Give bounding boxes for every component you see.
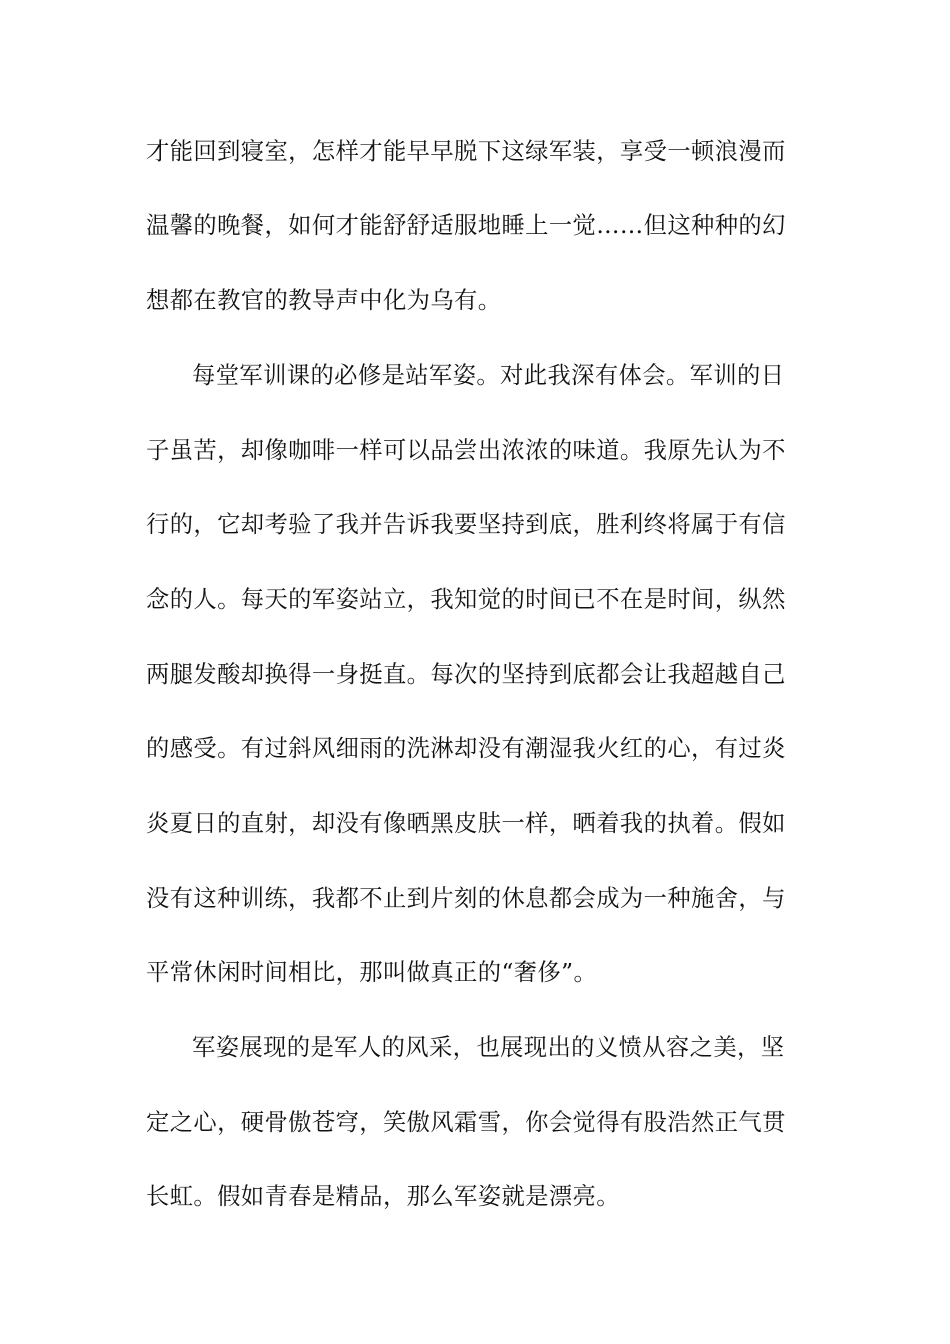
text-line: 行的，它却考验了我并告诉我要坚持到底，胜利终将属于有信 xyxy=(146,511,786,538)
text-line: 念的人。每天的军姿站立，我知觉的时间已不在是时间，纵然 xyxy=(146,586,786,613)
paragraph-first-line: 军姿展现的是军人的风采，也展现出的义愤从容之美，坚 xyxy=(192,1034,785,1061)
text-line: 定之心，硬骨傲苍穹，笑傲风霜雪，你会觉得有股浩然正气贯 xyxy=(146,1109,786,1136)
text-line: 温馨的晚餐，如何才能舒舒适服地睡上一觉……但这种种的幻 xyxy=(146,212,786,239)
text-line: 两腿发酸却换得一身挺直。每次的坚持到底都会让我超越自己 xyxy=(146,661,786,688)
text-line: 的感受。有过斜风细雨的洗淋却没有潮湿我火红的心，有过炎 xyxy=(146,735,786,762)
paragraph-first-line: 每堂军训课的必修是站军姿。对此我深有体会。军训的日 xyxy=(192,362,785,389)
text-line: 没有这种训练，我都不止到片刻的休息都会成为一种施舍，与 xyxy=(146,885,786,912)
text-line: 长虹。假如青春是精品，那么军姿就是漂亮。 xyxy=(146,1183,620,1210)
text-line: 想都在教官的教导声中化为乌有。 xyxy=(146,287,502,314)
text-line: 平常休闲时间相比，那叫做真正的“奢侈”。 xyxy=(146,959,598,986)
text-line: 炎夏日的直射，却没有像晒黑皮肤一样，晒着我的执着。假如 xyxy=(146,810,786,837)
text-line: 才能回到寝室，怎样才能早早脱下这绿军装，享受一顿浪漫而 xyxy=(146,138,786,165)
text-line: 子虽苦，却像咖啡一样可以品尝出浓浓的味道。我原先认为不 xyxy=(146,437,786,464)
